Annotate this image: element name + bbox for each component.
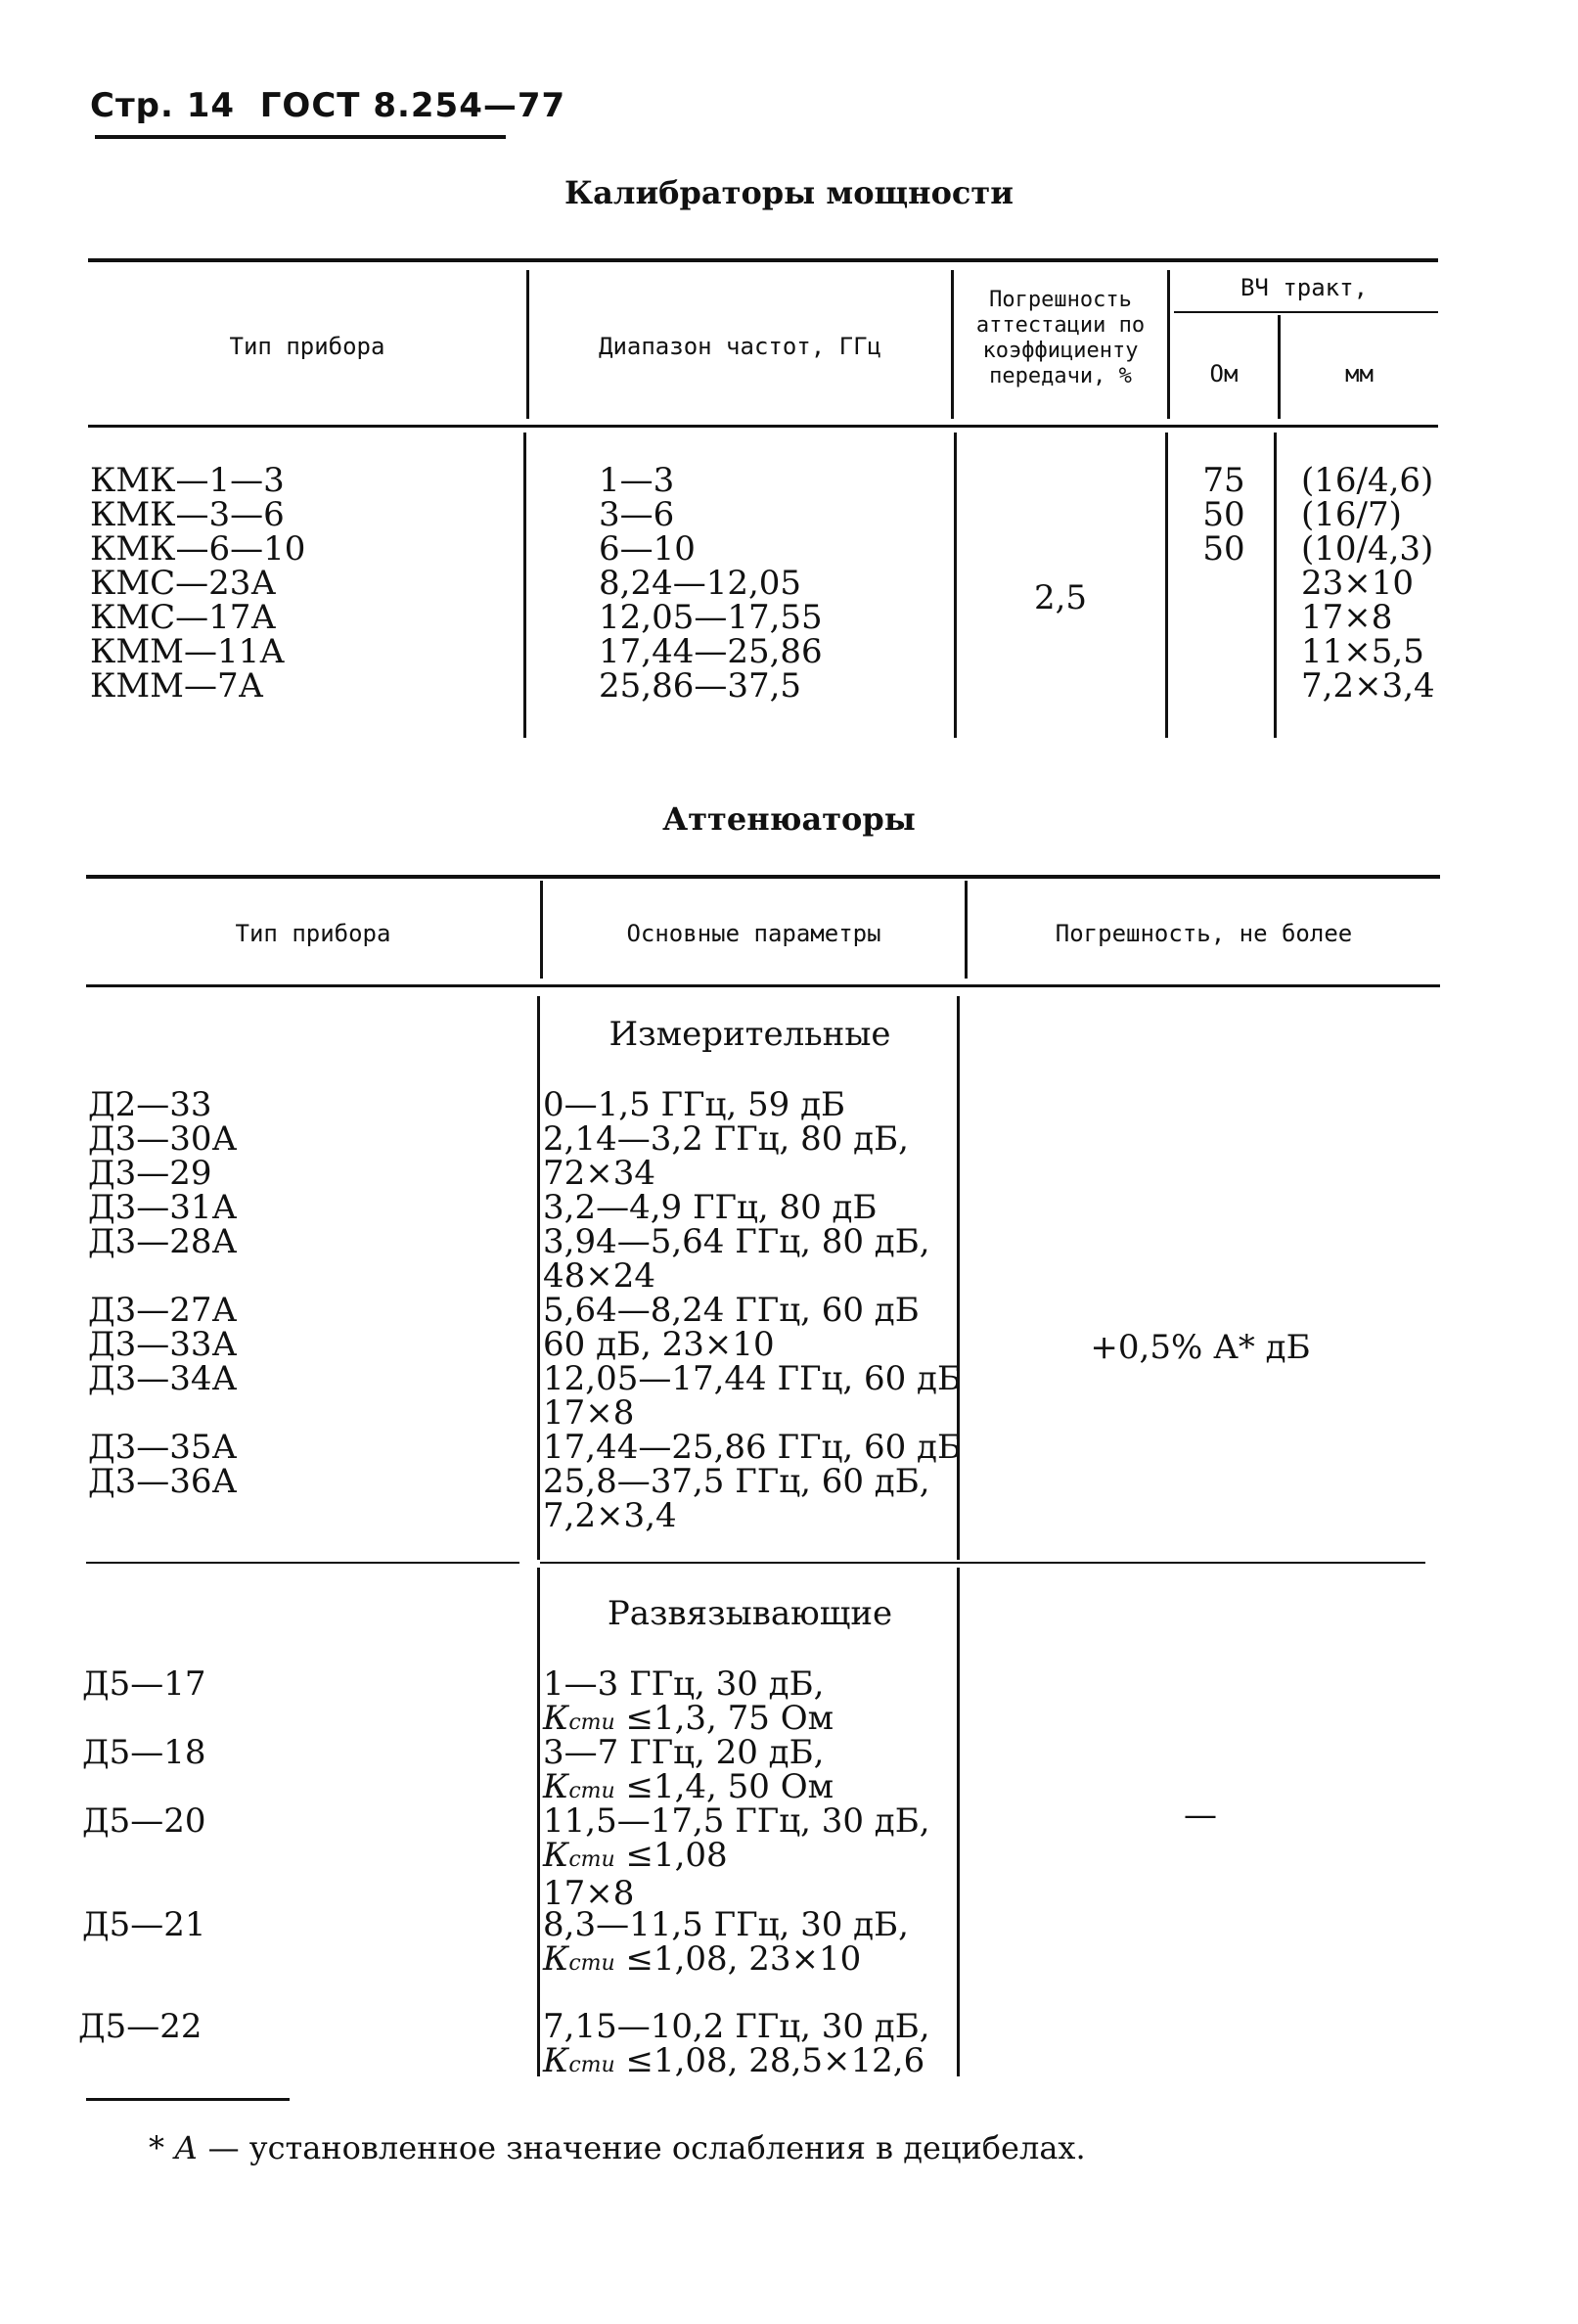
measuring-type: Д3—36А — [88, 1462, 238, 1501]
calibrator-range: 8,24—12,05 — [599, 564, 802, 603]
error-header-line: аттестации по — [975, 313, 1146, 338]
column-header-type: Тип прибора — [229, 333, 385, 360]
att-header-type: Тип прибора — [235, 920, 391, 947]
measuring-type: Д3—30А — [88, 1119, 238, 1159]
ksw-symbol: К — [543, 1767, 569, 1806]
measuring-params: 17×8 — [543, 1393, 635, 1433]
decoupling-params — [543, 2007, 930, 2082]
calibrator-mm: 11×5,5 — [1301, 632, 1424, 671]
column-header-rf: ВЧ тракт, — [1240, 274, 1369, 301]
footnote-rule — [86, 2098, 290, 2101]
attenuators-header-rule — [86, 984, 1440, 987]
measuring-type: Д2—33 — [88, 1085, 212, 1124]
column-header-error — [954, 288, 1167, 389]
calibrator-ohm — [1170, 669, 1278, 704]
measuring-type — [88, 1396, 237, 1431]
decoupling-error: — — [1184, 1796, 1217, 1835]
calibrator-mm: (10/4,3) — [1301, 529, 1434, 569]
calibrator-type: КМК—6—10 — [90, 529, 306, 569]
ksw-value: ≤1,3, 75 Ом — [614, 1699, 834, 1738]
calibrators-top-rule — [88, 258, 1438, 262]
decoupling-type: Д5—20 — [82, 1801, 206, 1841]
decoupling-params — [543, 1664, 834, 1740]
att-header-error: Погрешность, не более — [1055, 920, 1353, 947]
calibrators-header-rule — [88, 425, 1438, 428]
section-divider — [540, 1562, 1425, 1564]
calibrator-mm: (16/7) — [1301, 495, 1402, 534]
measuring-params: 60 дБ, 23×10 — [543, 1325, 775, 1364]
measuring-params: 7,2×3,4 — [543, 1496, 677, 1535]
error-header-line: передачи, % — [989, 364, 1132, 388]
calibrator-range: 6—10 — [599, 529, 696, 569]
measuring-params-column — [543, 1085, 962, 1535]
measuring-type — [88, 1259, 237, 1294]
ksw-symbol: К — [543, 2041, 569, 2080]
footnote-symbol: А — [174, 2129, 199, 2166]
measuring-type-column — [88, 1085, 238, 1501]
ksw-value: ≤1,08 — [614, 1836, 728, 1875]
measuring-params: 17,44—25,86 ГГц, 60 дБ — [543, 1428, 962, 1467]
ksw-value: ≤1,4, 50 Ом — [614, 1767, 834, 1806]
calibrators-error-value: 2,5 — [1033, 578, 1088, 617]
page-number: Стр. 14 — [90, 86, 236, 125]
page-header — [90, 86, 565, 125]
measuring-type: Д3—27А — [88, 1291, 238, 1330]
calibrators-vline — [523, 433, 526, 738]
ksw-subscript: сти — [568, 1951, 615, 1976]
decoupling-type: Д5—22 — [78, 2007, 203, 2046]
measuring-params: 72×34 — [543, 1154, 656, 1193]
column-header-ohm: Ом — [1209, 360, 1239, 387]
ksw-symbol: К — [543, 1939, 569, 1979]
calibrators-type-column — [90, 461, 306, 706]
params-line: 7,15—10,2 ГГц, 30 дБ, — [543, 2007, 930, 2046]
decoupling-type: Д5—21 — [82, 1905, 206, 1944]
measuring-type: Д3—28А — [88, 1222, 238, 1261]
calibrators-ohm-column — [1170, 461, 1278, 704]
calibrator-mm: 17×8 — [1301, 598, 1393, 637]
params-line — [543, 1836, 930, 1877]
ksw-symbol: К — [543, 1836, 569, 1875]
params-line: 3—7 ГГц, 20 дБ, — [543, 1733, 825, 1772]
decoupling-params — [543, 1905, 909, 1981]
decoupling-params — [543, 1733, 834, 1808]
measuring-type: Д3—35А — [88, 1428, 238, 1467]
calibrator-ohm: 50 — [1202, 529, 1245, 569]
column-header-range: Диапазон частот, ГГц — [599, 333, 881, 360]
ksw-subscript: сти — [568, 1847, 615, 1872]
measuring-params: 12,05—17,44 ГГц, 60 дБ — [543, 1359, 962, 1398]
calibrator-range: 3—6 — [599, 495, 675, 534]
calibrators-title: Калибраторы мощности — [564, 174, 1014, 211]
calibrator-mm: (16/4,6) — [1301, 461, 1434, 500]
measuring-type: Д3—29 — [88, 1154, 212, 1193]
measuring-params: 2,14—3,2 ГГц, 80 дБ, — [543, 1119, 909, 1159]
calibrator-mm: 7,2×3,4 — [1301, 666, 1435, 706]
footnote-star: * — [149, 2129, 164, 2166]
measuring-error: +0,5% А* дБ — [1090, 1328, 1311, 1367]
calibrator-ohm — [1170, 567, 1278, 601]
measuring-params: 25,8—37,5 ГГц, 60 дБ, — [543, 1462, 930, 1501]
params-line: 1—3 ГГц, 30 дБ, — [543, 1664, 825, 1704]
attenuators-title: Аттенюаторы — [662, 800, 916, 838]
calibrator-ohm — [1170, 601, 1278, 635]
error-header-line: Погрешность — [989, 288, 1132, 312]
params-line — [543, 1939, 909, 1981]
calibrator-ohm: 50 — [1202, 495, 1245, 534]
column-header-mm: мм — [1345, 360, 1374, 387]
params-line: 8,3—11,5 ГГц, 30 дБ, — [543, 1905, 909, 1944]
measuring-params: 5,64—8,24 ГГц, 60 дБ — [543, 1291, 920, 1330]
calibrators-mm-column — [1301, 461, 1435, 706]
measuring-params: 3,94—5,64 ГГц, 80 дБ, — [543, 1222, 930, 1261]
params-line — [543, 2041, 930, 2082]
decoupling-label: Развязывающие — [607, 1594, 893, 1633]
ksw-subscript: сти — [568, 1779, 615, 1803]
ksw-subscript: сти — [568, 2053, 615, 2077]
measuring-type: Д3—33А — [88, 1325, 238, 1364]
measuring-params: 3,2—4,9 ГГц, 80 дБ — [543, 1188, 878, 1227]
header-underline — [95, 135, 506, 139]
calibrator-range: 12,05—17,55 — [599, 598, 823, 637]
calibrator-type: КММ—7А — [90, 666, 264, 706]
calibrator-range: 25,86—37,5 — [599, 666, 802, 706]
footnote-text: — установленное значение ослабления в децибелах. — [207, 2129, 1086, 2166]
att-header-params: Основные параметры — [626, 920, 881, 947]
standard-code: ГОСТ 8.254—77 — [259, 86, 566, 125]
calibrator-ohm — [1170, 635, 1278, 669]
section-divider — [86, 1562, 519, 1564]
measuring-type: Д3—31А — [88, 1188, 238, 1227]
measuring-params: 0—1,5 ГГц, 59 дБ — [543, 1085, 846, 1124]
calibrator-type: КМС—17А — [90, 598, 277, 637]
calibrator-type: КМК—1—3 — [90, 461, 285, 500]
measuring-params: 48×24 — [543, 1256, 656, 1296]
calibrator-type: КММ—11А — [90, 632, 285, 671]
calibrator-range: 1—3 — [599, 461, 675, 500]
attenuators-top-rule — [86, 875, 1440, 879]
calibrators-range-column — [599, 461, 823, 706]
params-line: 17×8 — [543, 1874, 635, 1913]
error-header-line: коэффициенту — [982, 339, 1139, 363]
params-line: 11,5—17,5 ГГц, 30 дБ, — [543, 1801, 930, 1841]
calibrator-mm: 23×10 — [1301, 564, 1415, 603]
calibrator-type: КМС—23А — [90, 564, 277, 603]
rf-subheader-rule — [1174, 311, 1438, 313]
ksw-subscript: сти — [568, 1710, 615, 1735]
decoupling-type: Д5—18 — [82, 1733, 206, 1772]
ksw-value: ≤1,08, 23×10 — [614, 1939, 862, 1979]
footnote — [149, 2129, 1086, 2166]
attenuators-vline — [537, 1568, 540, 2076]
decoupling-params — [543, 1801, 930, 1913]
calibrator-ohm: 75 — [1202, 461, 1245, 500]
attenuators-vline — [537, 996, 540, 1560]
measuring-label: Измерительные — [609, 1015, 891, 1054]
measuring-type: Д3—34А — [88, 1359, 238, 1398]
ksw-symbol: К — [543, 1699, 569, 1738]
calibrator-type: КМК—3—6 — [90, 495, 285, 534]
ksw-value: ≤1,08, 28,5×12,6 — [614, 2041, 925, 2080]
decoupling-type: Д5—17 — [82, 1664, 206, 1704]
calibrator-range: 17,44—25,86 — [599, 632, 823, 671]
